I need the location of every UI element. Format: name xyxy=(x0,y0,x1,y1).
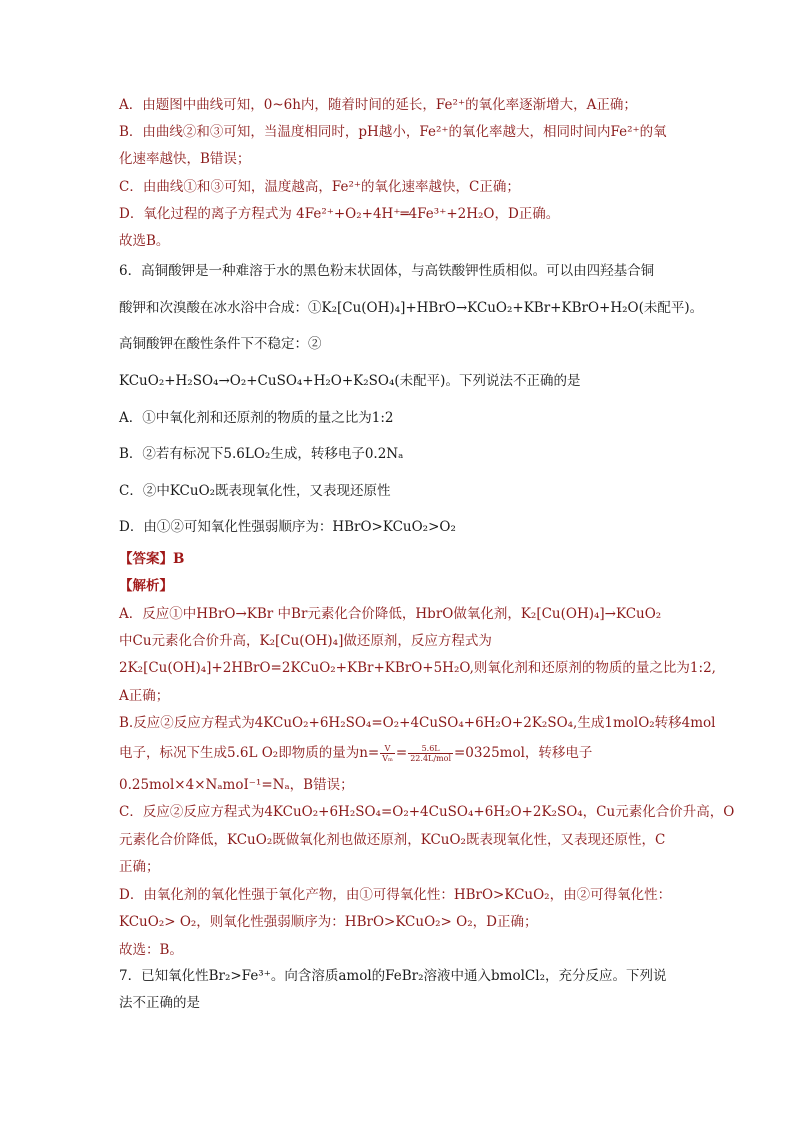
analysis-b-line3: 0.25mol×4×NₐmoI⁻¹=Nₐ，B错误； xyxy=(119,777,354,793)
q6-stem-line3: 高铜酸钾在酸性条件下不稳定：② xyxy=(119,336,322,352)
prev-analysis-a: A．由题图中曲线可知，0~6h内，随着时间的延长，Fe²⁺的氧化率逐渐增大，A正确； xyxy=(119,97,637,113)
analysis-conclusion: 故选：B。 xyxy=(119,942,183,958)
analysis-label: 【解析】 xyxy=(119,578,173,594)
prev-analysis-b-line1: B．由曲线②和③可知，当温度相同时，pH越小，Fe²⁺的氧化率越大，相同时间内Fe²⁺的氧 xyxy=(119,124,667,140)
formula-fraction-values xyxy=(408,744,453,763)
prev-analysis-d: D．氧化过程的离子方程式为 4Fe²⁺+O₂+4H⁺═4Fe³⁺+2H₂O，D正确。 xyxy=(119,206,560,222)
q6-option-b: B．②若有标况下5.6LO₂生成，转移电子0.2Nₐ xyxy=(119,446,404,462)
analysis-d-line2: KCuO₂> O₂，则氧化性强弱顺序为：HBrO>KCuO₂> O₂，D正确； xyxy=(119,914,538,930)
q6-option-a: A．①中氧化剂和还原剂的物质的量之比为1:2 xyxy=(119,410,394,426)
analysis-c-line3: 正确； xyxy=(119,859,160,875)
q6-stem-line1: 6．高铜酸钾是一种难溶于水的黑色粉末状固体，与高铁酸钾性质相似。可以由四羟基合铜 xyxy=(119,263,655,279)
fraction-denominator: Vₘ xyxy=(382,754,393,763)
equals-sign: = xyxy=(395,745,408,761)
analysis-c-line2: 元素化合价降低，KCuO₂既做氧化剂也做还原剂，KCuO₂既表现氧化性，又表现还原性，C xyxy=(119,832,666,848)
analysis-a-line1: A．反应①中HBrO→KBr 中Br元素化合价降低，HbrO做氧化剂，K₂[Cu(OH)₄]→KCuO₂ xyxy=(119,606,662,622)
fraction-denominator: 22.4L/mol xyxy=(410,754,451,763)
analysis-a-line4: A正确； xyxy=(119,688,170,704)
analysis-c-line1: C．反应②反应方程式为4KCuO₂+6H₂SO₄=O₂+4CuSO₄+6H₂O+2K₂SO₄，Cu元素化合价升高，O xyxy=(119,804,735,820)
q6-stem-line2: 酸钾和次溴酸在冰水浴中合成：①K₂[Cu(OH)₄]+HBrO→KCuO₂+KBr+KBrO+H₂O(未配平)。 xyxy=(119,300,704,316)
fraction-numerator: 5.6L xyxy=(408,744,453,754)
analysis-d-line1: D．由氧化剂的氧化性强于氧化产物，由①可得氧化性：HBrO>KCuO₂，由②可得氧化性： xyxy=(119,887,672,903)
analysis-b-line1: B.反应②反应方程式为4KCuO₂+6H₂SO₄=O₂+4CuSO₄+6H₂O+2K₂SO₄,生成1molO₂转移4mol xyxy=(119,715,716,731)
answer-label: 【答案】B xyxy=(119,551,185,567)
analysis-b-line2-post: =0325mol，转移电子 xyxy=(454,745,593,761)
prev-conclusion: 故选B。 xyxy=(119,233,170,249)
prev-analysis-c: C．由曲线①和③可知，温度越高，Fe²⁺的氧化速率越快，C正确； xyxy=(119,179,520,195)
q6-option-d: D．由①②可知氧化性强弱顺序为：HBrO>KCuO₂>O₂ xyxy=(119,519,456,535)
analysis-a-line2: 中Cu元素化合价升高，K₂[Cu(OH)₄]做还原剂，反应方程式为 xyxy=(119,633,492,649)
analysis-b-line2-pre: 电子，标况下生成5.6L O₂即物质的量为n= xyxy=(119,745,380,761)
q7-stem-line1: 7．已知氧化性Br₂>Fe³⁺。向含溶质amol的FeBr₂溶液中通入bmolCl₂，充分反应。下列说 xyxy=(119,968,667,984)
analysis-a-line3: 2K₂[Cu(OH)₄]+2HBrO=2KCuO₂+KBr+KBrO+5H₂O,则氧化剂和还原剂的物质的量之比为1:2, xyxy=(119,660,716,676)
q6-stem-line4: KCuO₂+H₂SO₄→O₂+CuSO₄+H₂O+K₂SO₄(未配平)。下列说法不正确的是 xyxy=(119,373,581,389)
prev-analysis-b-line2: 化速率越快，B错误； xyxy=(119,151,251,167)
q6-option-c: C．②中KCuO₂既表现氧化性，又表现还原性 xyxy=(119,483,391,499)
analysis-b-line2 xyxy=(119,744,592,763)
fraction-numerator: V xyxy=(380,744,395,754)
formula-fraction-volume xyxy=(380,744,395,763)
q7-stem-line2: 法不正确的是 xyxy=(119,995,200,1011)
